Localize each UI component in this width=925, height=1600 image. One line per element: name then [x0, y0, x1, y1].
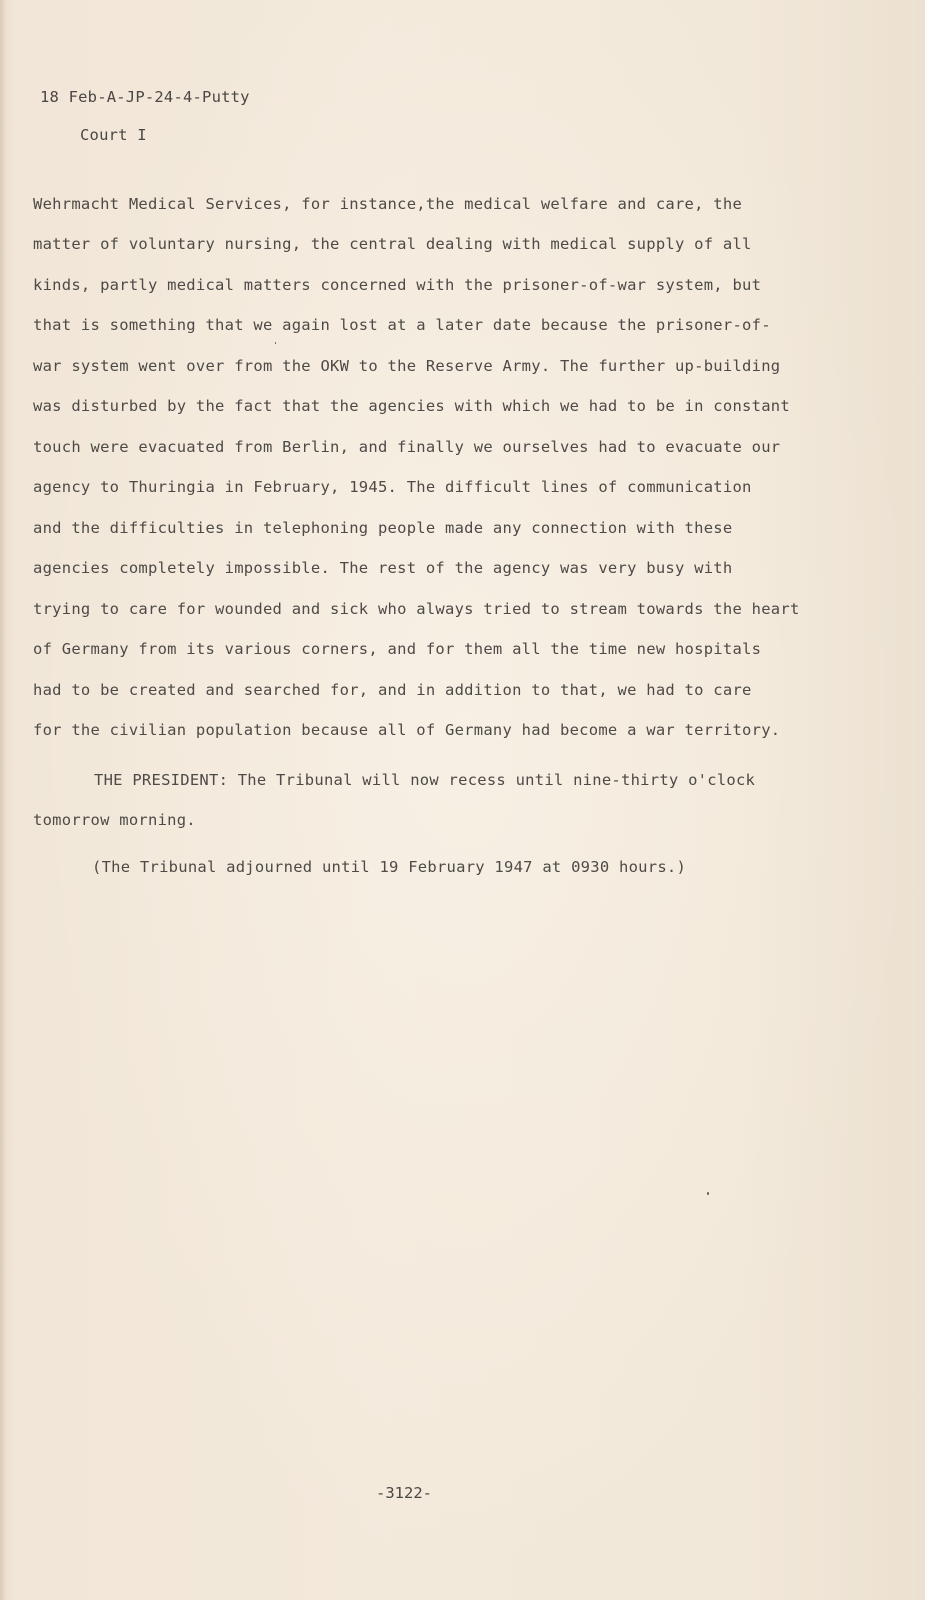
adjournment-note: (The Tribunal adjourned until 19 February 1947 at 0930 hours.) — [92, 858, 687, 876]
page-edge-shadow — [0, 0, 6, 1600]
paper-speck — [275, 342, 276, 344]
body-line: was disturbed by the fact that the agencies with which we had to be in constant — [33, 397, 790, 415]
page-number: -3122- — [376, 1484, 432, 1502]
president-statement: THE PRESIDENT: The Tribunal will now recess until nine-thirty o'clock — [94, 771, 756, 789]
president-statement-continued: tomorrow morning. — [33, 811, 196, 829]
body-line: and the difficulties in telephoning people made any connection with these — [33, 519, 733, 537]
body-line: for the civilian population because all of Germany had become a war territory. — [33, 721, 781, 739]
body-line: agencies completely impossible. The rest of the agency was very busy with — [33, 559, 733, 577]
file-reference: 18 Feb-A-JP-24-4-Putty — [40, 88, 250, 106]
paper-speck — [707, 1192, 709, 1195]
body-line: of Germany from its various corners, and for them all the time new hospitals — [33, 640, 762, 658]
body-line: that is something that we again lost at a later date because the prisoner-of- — [33, 316, 771, 334]
body-line: Wehrmacht Medical Services, for instance,the medical welfare and care, the — [33, 195, 743, 213]
body-line: matter of voluntary nursing, the central dealing with medical supply of all — [33, 235, 752, 253]
body-line: had to be created and searched for, and in addition to that, we had to care — [33, 681, 752, 699]
court-label: Court I — [80, 126, 147, 144]
body-line: touch were evacuated from Berlin, and finally we ourselves had to evacuate our — [33, 438, 781, 456]
body-line: kinds, partly medical matters concerned with the prisoner-of-war system, but — [33, 276, 762, 294]
body-line: trying to care for wounded and sick who always tried to stream towards the heart — [33, 600, 800, 618]
body-line: agency to Thuringia in February, 1945. The difficult lines of communication — [33, 478, 752, 496]
body-line: war system went over from the OKW to the Reserve Army. The further up-building — [33, 357, 781, 375]
